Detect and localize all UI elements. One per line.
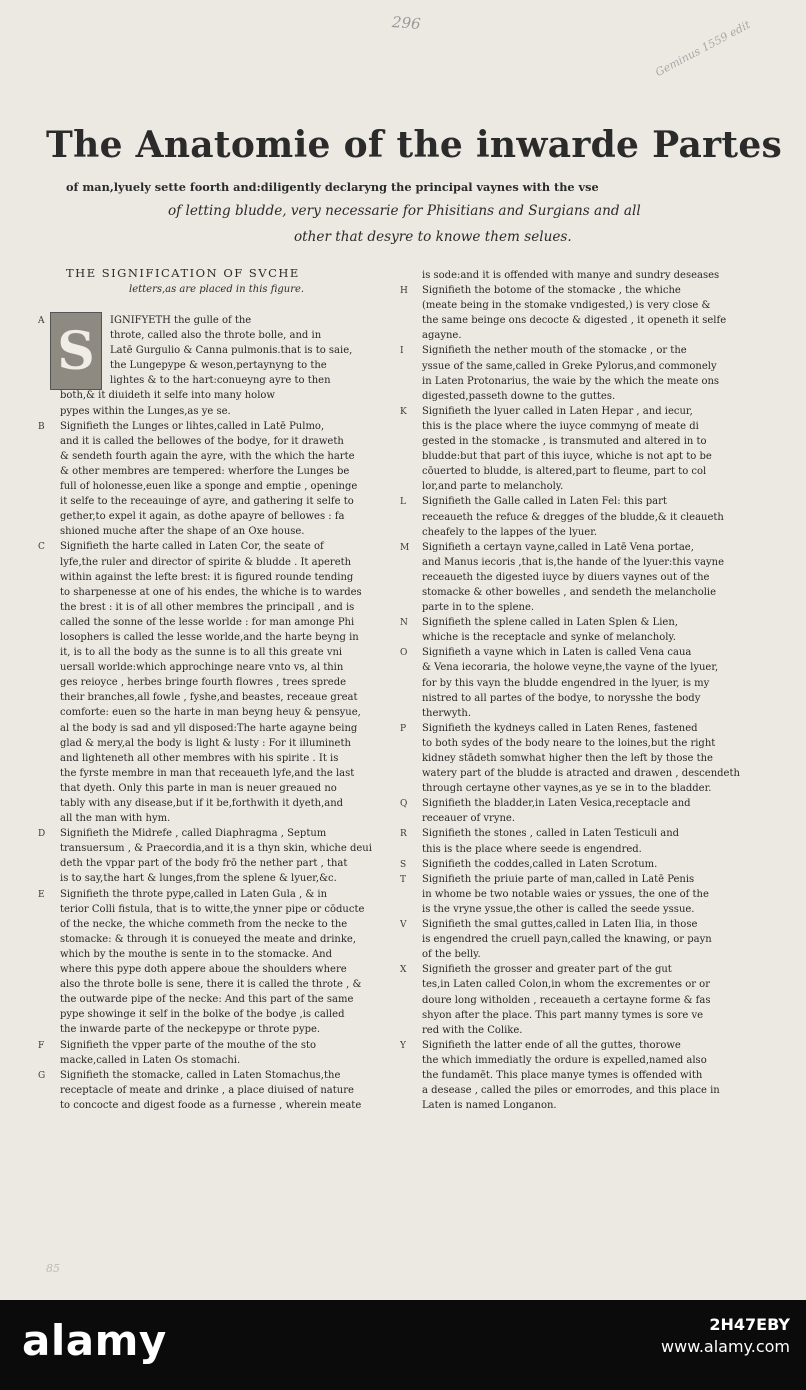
text-line [400,781,756,796]
text-line [38,705,384,720]
text-line [38,449,384,464]
line-text: called the sonne of the lesse worlde : for man amonge Phi [60,616,355,628]
line-text: Signifieth a certayn vayne,called in Latē Vena portae, [422,541,694,553]
line-text: and lighteneth all other membres with his spirite . It is [60,752,339,764]
text-line [38,917,384,932]
text-line [400,736,756,751]
line-text: where this pype doth appere aboue the shoulders where [60,964,347,976]
text-line [400,313,756,328]
line-text: Signifieth the vpper parte of the mouthe of the sto [60,1039,317,1051]
text-line [400,857,756,872]
line-text: through certayne other vaynes,as ye se in to the bladder. [422,783,712,795]
text-line [400,826,756,841]
line-text: Signifieth the stomacke, called in Laten Stomachus,the [60,1069,341,1081]
page-number-mark: 296 [391,13,422,33]
text-line [38,524,384,539]
text-line [38,615,384,630]
line-text: Signifieth the bladder,in Laten Vesica,receptacle and [422,798,691,810]
text-line [38,600,384,615]
line-text: lor,and parte to melancholy. [422,481,564,493]
line-text: is engendred the cruell payn,called the knawing, or payn [422,934,712,946]
text-line [400,766,756,781]
line-text: it, is to all the body as the sunne is to all this greate vni [60,647,343,659]
line-text: to concocte and digest foode as a furnesse , wherein meate [60,1099,362,1111]
line-text: is the vryne yssue,the other is called the seede yssue. [422,903,695,915]
line-text: receaueth the refuce & dregges of the bludde,& it cleaueth [422,511,724,523]
text-line [400,525,756,540]
text-line [400,751,756,766]
column-heading: THE SIGNIFICATION OF SVCHE [66,266,300,280]
text-line [400,917,756,932]
line-text: therwyth. [422,707,472,719]
figure-letter: E [38,889,45,900]
line-text: tes,in Laten called Colon,in whom the excrementes or or [422,979,710,991]
figure-letter: Q [400,799,408,810]
line-text: glad & mery,al the body is light & lusty : For it illumineth [60,737,351,749]
line-text: comforte: euen so the harte in man beyng heuy & pensyue, [60,707,361,719]
stock-info [660,1314,790,1358]
text-line [38,736,384,751]
text-line [400,600,756,615]
text-line [400,872,756,887]
text-line [400,660,756,675]
text-line [38,962,384,977]
text-line [400,404,756,419]
line-text: red with the Colike. [422,1024,523,1036]
text-line [400,842,756,857]
text-line [400,570,756,585]
line-text: uersall worlde:which approchinge neare vnto vs, al thin [60,662,344,674]
line-text: nistred to all partes of the bodye, to norysshe the body [422,692,701,704]
line-text: doure long witholden , receaueth a certayne forme & fas [422,994,711,1006]
line-text: Signifieth the throte pype,called in Laten Gula , & in [60,888,328,900]
text-line [400,887,756,902]
text-line [38,479,384,494]
text-line [400,268,756,283]
line-text: of the necke, the whiche commeth from the necke to the [60,918,348,930]
text-line [38,1038,384,1053]
text-line [38,977,384,992]
text-line [400,374,756,389]
line-text: the Lungepype & weson,pertaynyng to the [110,360,327,372]
line-text: transuersum , & Praecordia,and it is a thyn skin, whiche deui [60,843,372,855]
text-line [400,902,756,917]
line-text: pypes within the Lunges,as ye se. [60,405,231,417]
text-line [38,690,384,705]
text-line [400,479,756,494]
line-text: losophers is called the lesse worlde,and the harte beyng in [60,631,359,643]
line-text: for by this vayn the bludde engendred in the lyuer, is my [422,677,710,689]
stock-url: www.alamy.com [661,1337,790,1356]
text-line [400,359,756,374]
left-column-text [38,313,384,1113]
text-line [38,1098,384,1113]
text-line [400,796,756,811]
line-text: Latē Gurgulio & Canna pulmonis.that is to saie, [110,345,353,357]
line-text: Signifieth the latter ende of all the guttes, thorowe [422,1039,681,1051]
figure-letter: Y [400,1040,406,1051]
line-text: Signifieth the stones , called in Laten Testiculi and [422,828,680,840]
line-text: Signifieth the priuie parte of man,called in Latē Penis [422,873,695,885]
line-text: & sendeth fourth again the ayre, with the which the harte [60,450,355,462]
figure-letter: B [38,421,45,432]
line-text: receauer of vryne. [422,813,516,825]
text-line [400,721,756,736]
text-line [400,585,756,600]
line-text: macke,called in Laten Os stomachi. [60,1054,241,1066]
text-line [38,555,384,570]
line-text: (meate being in the stomake vndigested,) is very close & [422,300,711,312]
line-text: this is the place where the iuyce commyng of meate di [422,420,699,432]
text-line [400,811,756,826]
text-line [38,781,384,796]
text-line [38,388,384,403]
right-column-text [400,268,756,1113]
text-line [400,1068,756,1083]
line-text: al the body is sad and yll disposed:The harte agayne being [60,722,358,734]
text-line [400,962,756,977]
line-text: all the man with hym. [60,813,171,825]
line-text: Signifieth the Lunges or lihtes,called in Latē Pulmo, [60,420,325,432]
line-text: and Manus iecoris ,that is,the hande of the lyuer:this vayne [422,556,725,568]
text-line [38,675,384,690]
text-line [38,464,384,479]
text-line [38,570,384,585]
text-line [400,630,756,645]
figure-letter: F [38,1040,45,1051]
line-text: throte, called also the throte bolle, and in [110,330,322,342]
line-text: Signifieth the splene called in Laten Splen & Lien, [422,617,678,629]
figure-letter: V [400,920,407,931]
line-text: their branches,all fowle , fyshe,and beastes, receaue great [60,692,358,704]
line-text: Signifieth the grosser and greater part of the gut [422,964,672,976]
line-text: yssue of the same,called in Greke Pylorus,and commonely [422,360,717,372]
text-line [38,1053,384,1068]
handwritten-note: Geminus 1559 edit [653,18,753,80]
line-text: tably with any disease,but if it be,forthwith it dyeth,and [60,798,344,809]
figure-letter: P [400,723,407,734]
text-line [38,766,384,781]
line-text: Signifieth the harte called in Laten Cor, the seate of [60,541,324,553]
figure-letter: H [400,286,408,297]
line-text: gested in the stomacke , is transmuted and altered in to [422,436,707,448]
line-text: receptacle of meate and drinke , a place diuised of nature [60,1084,354,1096]
line-text: Signifieth the smal guttes,called in Laten Ilia, in those [422,919,698,931]
line-text: receaueth the digested iuyce by diuers vaynes out of the [422,571,710,583]
line-text: Signifieth the botome of the stomacke , the whiche [422,285,681,297]
text-line [38,796,384,811]
line-text: to both sydes of the body neare to the loines,but the right [422,737,716,749]
text-line [38,932,384,947]
line-text: Signifieth the lyuer called in Laten Hepar , and iecur, [422,405,693,417]
line-text: within against the lefte brest: it is figured rounde tending [60,571,354,583]
text-line [38,645,384,660]
text-line [38,585,384,600]
line-text: watery part of the bludde is atracted and drawen , descendeth [422,768,740,780]
figure-letter: D [38,829,46,840]
text-line [400,389,756,404]
line-text: the which immediatly the ordure is expelled,named also [422,1054,707,1066]
text-line [400,510,756,525]
text-line [400,434,756,449]
line-text: & Vena iecoraria, the holowe veyne,the vayne of the lyuer, [422,662,719,674]
stock-logo: alamy [22,1316,167,1365]
text-line [38,1007,384,1022]
line-text: also the throte bolle is sene, there it is called the throte , & [60,979,362,991]
image-id: 2H47EBY [709,1315,790,1334]
figure-letter: X [400,965,407,976]
text-line [400,1038,756,1053]
page-title: The Anatomie of the inwarde Partes [46,124,783,166]
subtitle-line-3: other that desyre to knowe them selues. [294,229,572,245]
line-text: the brest : it is of all other membres the principall , and is [60,601,355,613]
text-line [400,328,756,343]
figure-letter: K [400,406,407,417]
figure-letter: G [38,1070,46,1081]
text-line [400,464,756,479]
text-line [38,419,384,434]
line-text: full of holonesse,euen like a sponge and emptie , openinge [60,481,358,493]
text-line [38,539,384,554]
line-text: the inwarde parte of the neckepype or throte pype. [60,1024,321,1036]
text-line [38,434,384,449]
column-subheading: letters,as are placed in this figure. [129,284,305,295]
line-text: Signifieth a vayne which in Laten is called Vena caua [422,647,692,659]
text-line [38,509,384,524]
faint-folio-mark: 85 [46,1262,60,1275]
text-line [400,706,756,721]
line-text: both,& it diuideth it selfe into many holow [60,390,275,402]
text-line [400,1023,756,1038]
line-text: Signifieth the nether mouth of the stomacke , or the [422,345,687,357]
line-text: it selfe to the receauinge of ayre, and gathering it selfe to [60,496,354,508]
line-text: shioned muche after the shape of an Oxe house. [60,526,305,538]
text-line [38,841,384,856]
text-line [400,645,756,660]
figure-letter: O [400,648,408,659]
figure-letter: N [400,618,408,629]
line-text: and it is called the bellowes of the bodye, for it draweth [60,435,344,447]
line-text: Signifieth the coddes,called in Laten Scrotum. [422,858,658,870]
text-line [38,826,384,841]
line-text: that dyeth. Only this parte in man is neuer greaued no [60,782,337,794]
text-line [400,298,756,313]
line-text: the fundamēt. This place manye tymes is offended with [422,1069,703,1081]
text-line [38,1022,384,1037]
figure-letter: M [400,542,410,553]
line-text: cheafely to the lappes of the lyuer. [422,526,598,538]
text-line [400,932,756,947]
text-line [38,404,384,419]
line-text: the same beinge ons decocte & digested , it openeth it selfe [422,315,727,327]
line-text: the outwarde pipe of the necke: And this part of the same [60,994,354,1006]
text-line [38,887,384,902]
text-line [38,871,384,886]
text-line [400,540,756,555]
line-text: of the belly. [422,949,481,961]
line-text: the fyrste membre in man that receaueth lyfe,and the last [60,767,355,779]
text-line [400,419,756,434]
line-text: lyfe,the ruler and director of spirite & bludde . It apereth [60,556,352,568]
text-line [38,630,384,645]
line-text: ges reioyce , herbes bringe fourth flowres , trees sprede [60,677,347,689]
text-line [400,343,756,358]
text-line [400,494,756,509]
figure-letter: L [400,497,406,508]
figure-letter: S [400,859,407,870]
line-text: stomacke: & through it is conueyed the meate and drinke, [60,933,357,945]
line-text: in whome be two notable waies or yssues, the one of the [422,888,709,900]
text-line [400,615,756,630]
text-line [400,1053,756,1068]
text-line [400,1083,756,1098]
line-text: Laten is named Longanon. [422,1100,557,1112]
line-text: agayne. [422,330,462,342]
text-line [38,902,384,917]
text-line [38,1068,384,1083]
subtitle-line-1: of man,lyuely sette foorth and:diligently declaryng the principal vaynes with the vse [66,180,599,194]
line-text: bludde:but that part of this iuyce, whiche is not apt to be [422,451,712,463]
text-line [38,751,384,766]
line-text: & other membres are tempered: wherfore the Lunges be [60,465,350,477]
text-line [400,449,756,464]
line-text: parte in to the splene. [422,602,535,614]
line-text: deth the vppar part of the body frō the nether part , that [60,858,348,870]
line-text: shyon after the place. This part manny tymes is sore ve [422,1009,704,1021]
text-line [400,1098,756,1113]
line-text: a desease , called the piles or emorrodes, and this place in [422,1085,720,1097]
text-line [38,811,384,826]
line-text: Signifieth the Galle called in Laten Fel: this part [422,496,667,508]
line-text: in Laten Protonarius, the waie by the which the meate ons [422,375,720,387]
line-text: gether,to expel it again, as dothe apayre of bellowes : fa [60,511,345,523]
line-text: Signifieth the kydneys called in Laten Renes, fastened [422,722,698,734]
line-text: digested,passeth downe to the guttes. [422,390,616,402]
line-text: kidney stādeth somwhat higher then the left by those the [422,753,713,764]
line-text: whiche is the receptacle and synke of melancholy. [422,632,676,644]
text-line [400,676,756,691]
figure-letter: I [400,346,404,357]
text-line [400,977,756,992]
text-line [400,691,756,706]
line-text: cōuerted to bludde, is altered,part to fleume, part to col [422,466,707,478]
subtitle-line-2: of letting bludde, very necessarie for Phisitians and Surgians and all [168,203,641,219]
line-text: this is the place where seede is engendred. [422,843,642,855]
line-text: which by the mouthe is sente in to the stomacke. And [60,948,333,960]
text-line [400,947,756,962]
line-text: stomacke & other bowelles , and sendeth the melancholie [422,586,717,598]
text-line [38,721,384,736]
text-line [38,992,384,1007]
line-text: Signifieth the Midrefe , called Diaphragma , Septum [60,828,327,840]
text-line [400,555,756,570]
figure-letter: A [38,316,45,326]
line-text: lightes & to the hart:conueyng ayre to then [110,375,331,387]
line-text: to sharpenesse at one of his endes, the whiche is to wardes [60,586,362,598]
figure-letter: C [38,542,45,553]
text-line [400,993,756,1008]
line-text: pype showinge it self in the bolke of the bodye ,is called [60,1009,345,1021]
line-text: terior Colli fistula, that is to witte,the ynner pipe or cōducte [60,903,365,915]
line-text: is sode:and it is offended with manye and sundry deseases [422,270,720,281]
text-line [38,1083,384,1098]
line-text: is to say,the hart & lunges,from the splene & lyuer,&c. [60,873,337,885]
text-line [400,1008,756,1023]
text-line [38,660,384,675]
line-text: IGNIFYETH the gulle of the [110,315,252,326]
figure-letter: R [400,829,407,840]
text-line [38,856,384,871]
drop-cap-initial: S [50,312,102,390]
text-line [38,947,384,962]
text-line [400,283,756,298]
text-line [38,494,384,509]
figure-letter: T [400,874,407,885]
